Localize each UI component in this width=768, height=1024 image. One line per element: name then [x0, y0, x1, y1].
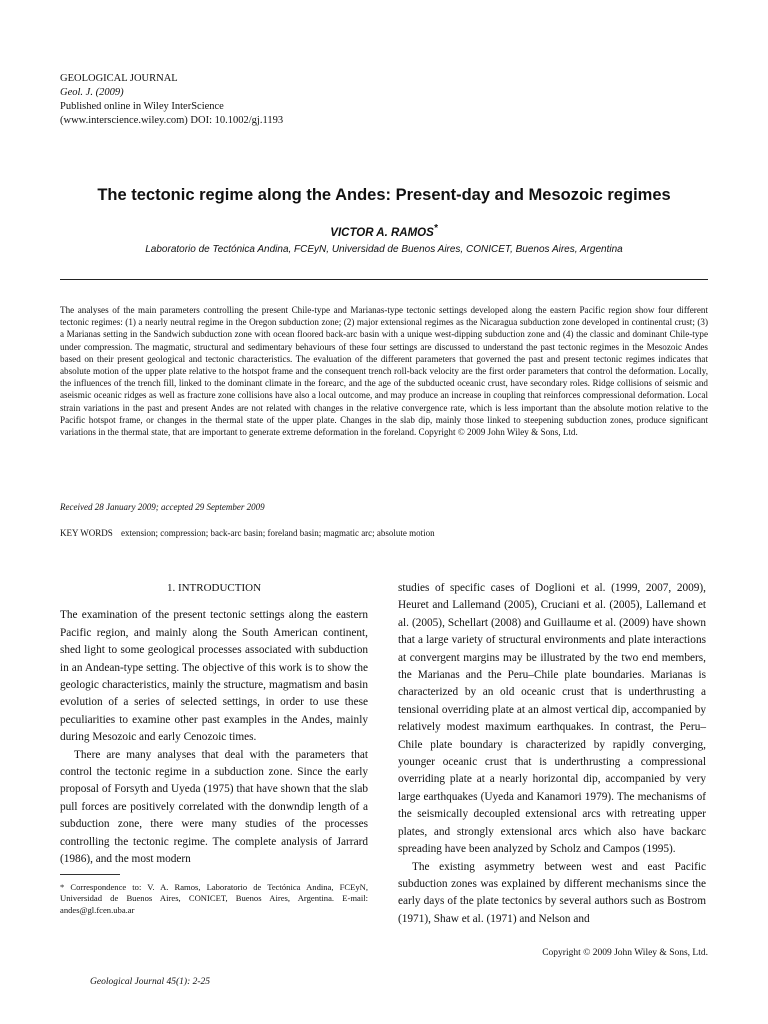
body-paragraph: studies of specific cases of Doglioni et al. (1999, 2007, 2009), Heuret and Lallemand (2005), Cruciani et al. (2005), Lallemand et al. (2005), Schellart (2008) and Guillaume et al. (2009) have shown that a large variety of structural environments and plate interactions at convergent margins may be illustrated by the two end members, the Marianas and the Peru–Chile plate boundaries. Marianas is characterized by an old oceanic crust that is underthrusting a tensional overriding plate at an almost vertical dip, accompanied by relatively modest maximum earthquakes. In contrast, the Peru–Chile plate boundary is characterized by rapidly converging, younger oceanic crust that is underthrusting a compressional overriding plate at a nearly horizontal dip, accompanied by very large earthquakes (Uyeda and Kanamori 1979). The mechanisms of the seismically decoupled extensional arcs with retreating upper plates, and strongly extensional arcs which also have backarc spreading have been analyzed by Scholz and Campos (1995).	[398, 582, 706, 856]
keywords-label: KEY WORDS	[60, 528, 113, 538]
keywords	[60, 528, 435, 538]
footer-journal-reference: Geological Journal 45(1): 2-25	[90, 977, 211, 987]
publication-note: Published online in Wiley InterScience	[60, 101, 224, 112]
journal-name: GEOLOGICAL JOURNAL	[60, 73, 178, 84]
affiliation: Laboratorio de Tectónica Andina, FCEyN, Universidad de Buenos Aires, CONICET, Buenos Aires, Argentina	[145, 244, 623, 255]
paper-title: The tectonic regime along the Andes: Present-day and Mesozoic regimes	[97, 186, 671, 204]
author-line	[40, 223, 728, 239]
doi-line: (www.interscience.wiley.com) DOI: 10.1002/gj.1193	[60, 115, 284, 126]
footer-copyright: Copyright © 2009 John Wiley & Sons, Ltd.	[542, 948, 708, 958]
received-dates: Received 28 January 2009; accepted 29 September 2009	[60, 502, 265, 512]
journal-abbrev: Geol. J. (2009)	[60, 87, 124, 98]
header-rule	[60, 279, 708, 280]
keywords-text: extension; compression; back-arc basin; foreland basin; magmatic arc; absolute motion	[121, 528, 435, 538]
abstract: The analyses of the main parameters controlling the present Chile-type and Marianas-type tectonic settings developed along the eastern Pacific region show four different tectonic regimes: (1) a nearly neutral regime in the Oregon subduction zone; (2) major extensional regimes as the Nicaragua subduction zone developed in continental crust; (3) a Marianas setting in the Sandwich subduction zone with ocean floored back-arc basin with a unique west-dipping subduction zone and (4) the classic and dominant Chile-type under compression. The magmatic, structural and sedimentary behaviours of these four settings are discussed to understand the past tectonic regimes in the Mesozoic Andes based on their present geological and tectonic characteristics. The evaluation of the different parameters that governed the past and present tectonic regimes indicates that absolute motion of the upper plate relative to the hotspot frame and the consequent trench roll-back velocity are the first order parameters that control the deformation. Locally, the influences of the trench fill, linked to the dominant climate in the forearc, and the age of the subducted oceanic crust, have secondary roles. Ridge collisions of seismic and aseismic oceanic ridges as well as fracture zone collisions have also a local outcome, and may produce an increase in coupling that reinforces compressional deformation. Local strain variations in the past and present Andes are not related with changes in the relative convergence rate, which is less important than the absolute motion relative to the Pacific hotspot frame, or changes in the thermal state of the upper plate. Changes in the slab dip, mainly those linked to steepening subduction zones, produce significant variations in the thermal state, that are important to generate extreme deformation in the foreland. Copyright © 2009 John Wiley & Sons, Ltd.	[60, 305, 708, 438]
right-column	[398, 580, 706, 928]
section-heading: 1. INTRODUCTION	[166, 582, 262, 594]
footnote-rule	[60, 874, 120, 875]
left-column	[60, 580, 368, 869]
body-paragraph: There are many analyses that deal with the parameters that control the tectonic regime in a subduction zone. Since the early proposal of Forsyth and Uyeda (1975) that have shown that the slab pull forces are positively correlated with the donwndip length of a subduction zone, there were many studies of the processes controlling the tectonic regime. The complete analysis of Jarrard (1986), and the most modern	[60, 748, 368, 866]
author-mark: *	[433, 223, 438, 234]
author-name: VICTOR A. RAMOS	[330, 226, 434, 239]
body-paragraph: The examination of the present tectonic settings along the eastern Pacific region, and mainly along the South American continent, shed light to some geological processes associated with subduction in an Andean-type setting. The objective of this work is to show the geologic characteristics, mainly the structure, magmatism and basin evolution of a series of selected settings, in order to use these peculiarities to examine other past examples in the Andes, mainly during Mesozoic and early Cenozoic times.	[60, 609, 368, 744]
body-paragraph: The existing asymmetry between west and east Pacific subduction zones was explained by different mechanisms since the early days of the plate tectonics by several authors such as Bostrom (1971), Shaw et al. (1971) and Nelson and	[398, 860, 706, 925]
correspondence-footnote: * Correspondence to: V. A. Ramos, Laboratorio de Tectónica Andina, FCEyN, Universidad de Buenos Aires, CONICET, Buenos Aires, Argentina. E-mail: andes@gl.fcen.uba.ar	[60, 882, 368, 915]
journal-header	[60, 72, 283, 128]
